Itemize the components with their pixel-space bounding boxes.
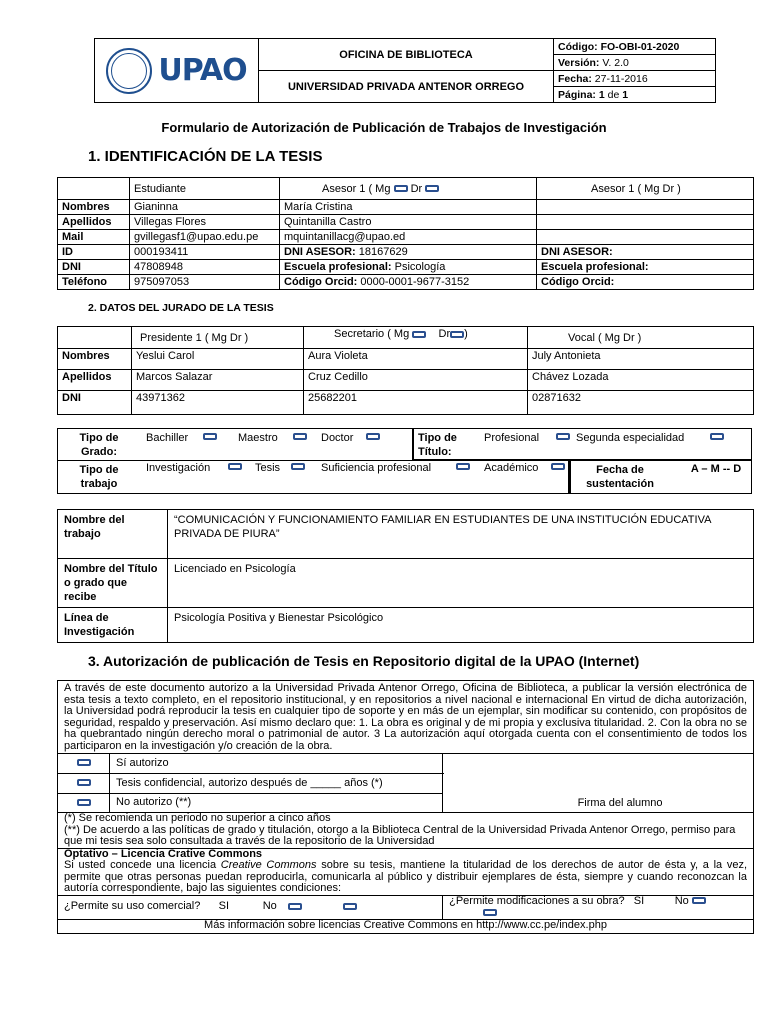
col-asesor1: Asesor 1 ( Mg Dr [280, 178, 537, 200]
doctor-checkbox[interactable] [366, 433, 380, 440]
student-id[interactable]: 000193411 [130, 245, 280, 260]
asesor-dni[interactable]: DNI ASESOR: 18167629 [280, 245, 537, 260]
row-label: DNI [58, 391, 132, 415]
president-lastnames[interactable]: Marcos Salazar [132, 370, 304, 391]
doc-page: Página: 1 de 1 [554, 87, 716, 103]
authorize-no-label: No autorizo (**) [110, 794, 443, 813]
title-type-box [413, 428, 752, 460]
university-seal-icon [106, 48, 152, 94]
commercial-no-checkbox[interactable] [343, 903, 357, 910]
asesor-orcid[interactable]: Código Orcid: 0000-0001-9677-3152 [280, 275, 537, 290]
asesor2-names[interactable] [537, 200, 754, 215]
option-doctor: Doctor [321, 432, 354, 444]
office-name: OFICINA DE BIBLIOTECA [259, 39, 554, 71]
asesor1-mg-checkbox[interactable] [394, 185, 408, 192]
doc-code: Código: FO-OBI-01-2020 [554, 39, 716, 55]
row-label: Nombres [58, 200, 130, 215]
option-academico: Académico [484, 462, 539, 474]
vocal-names[interactable]: July Antonieta [528, 349, 754, 370]
col-asesor2: Asesor 1 ( Mg Dr ) [537, 178, 754, 200]
secretary-dr-checkbox[interactable] [450, 331, 464, 338]
student-phone[interactable]: 975097053 [130, 275, 280, 290]
doc-version: Versión: V. 2.0 [554, 55, 716, 71]
option-profesional: Profesional [484, 432, 540, 444]
row-label: Teléfono [58, 275, 130, 290]
asesor2-lastnames[interactable] [537, 215, 754, 230]
confidential-label: Tesis confidencial, autorizo después de _____ años (*) [110, 774, 443, 794]
degree-type-label: Tipo de Grado: [79, 432, 119, 458]
modification-no-checkbox[interactable] [483, 909, 497, 916]
secretary-lastnames[interactable]: Cruz Cedillo [304, 370, 528, 391]
defense-date-box [569, 460, 752, 494]
student-mail[interactable]: gvillegasf1@upao.edu.pe [130, 230, 280, 245]
option-suficiencia: Suficiencia profesional [321, 462, 432, 474]
work-type-label: Tipo de trabajo [79, 464, 119, 490]
modification-question: ¿Permite modificaciones a su obra? SI No [443, 895, 754, 919]
university-name: UNIVERSIDAD PRIVADA ANTENOR ORREGO [259, 71, 554, 103]
asesor2-mail[interactable] [537, 230, 754, 245]
asesor2-orcid[interactable]: Código Orcid: [537, 275, 754, 290]
asesor2-dni[interactable]: DNI ASESOR: [537, 245, 754, 260]
investigacion-checkbox[interactable] [228, 463, 242, 470]
logo-cell [95, 39, 259, 103]
suficiencia-checkbox[interactable] [456, 463, 470, 470]
research-line-value[interactable]: Psicología Positiva y Bienestar Psicológico [168, 608, 754, 643]
col-vocal: Vocal ( Mg Dr ) [528, 327, 754, 349]
title-type-label: Tipo de Título: [418, 432, 457, 458]
option-bachiller: Bachiller [146, 432, 189, 444]
row-label: Mail [58, 230, 130, 245]
president-dni[interactable]: 43971362 [132, 391, 304, 415]
work-type-box [57, 460, 569, 494]
jury-table [57, 326, 754, 415]
maestro-checkbox[interactable] [293, 433, 307, 440]
asesor-school[interactable]: Escuela profesional: Psicología [280, 260, 537, 275]
col-secretary: Secretario ( Mg Dr ) [304, 327, 528, 349]
asesor2-school[interactable]: Escuela profesional: [537, 260, 754, 275]
opt-no-cell [58, 794, 110, 813]
section2-title: 2. DATOS DEL JURADO DE LA TESIS [88, 302, 274, 314]
option-maestro: Maestro [238, 432, 278, 444]
row-label: Apellidos [58, 370, 132, 391]
opt-conf-cell [58, 774, 110, 794]
defense-date-label: Fecha de sustentación [586, 464, 654, 490]
cc-title: Optativo – Licencia Crative Commons [64, 847, 263, 860]
work-degree-value[interactable]: Licenciado en Psicología [168, 559, 754, 608]
asesor1-dr-checkbox[interactable] [425, 185, 439, 192]
cc-text: Si usted concede una licencia Creative Commons sobre su tesis, mantiene la titularidad de los derechos de autor de ésta y, a la vez, permite que otras personas puedan reproducirla, comunicarla al público y distribuir ejemplares de ésta, siempre y cuando reconozcan la autoría correspondiente, bajo las siguientes condiciones: [64, 859, 747, 894]
authorize-yes-checkbox[interactable] [77, 759, 91, 766]
corner-cell [58, 178, 130, 200]
cc-more-info: Más información sobre licencias Creative Commons en http://www.cc.pe/index.php [58, 919, 754, 933]
commercial-yes-checkbox[interactable] [288, 903, 302, 910]
authorize-yes-label: Sí autorizo [110, 754, 443, 774]
note-1: (*) Se recomienda un periodo no superior a cinco años [64, 812, 331, 824]
doc-date: Fecha: 27-11-2016 [554, 71, 716, 87]
work-name-label: Nombre del trabajo [58, 510, 168, 559]
document-header [94, 38, 716, 103]
degree-type-box [57, 428, 413, 460]
thesis-identification-table [57, 177, 754, 290]
academico-checkbox[interactable] [551, 463, 565, 470]
profesional-checkbox[interactable] [556, 433, 570, 440]
bachiller-checkbox[interactable] [203, 433, 217, 440]
cc-cell [58, 848, 754, 895]
work-info-table [57, 509, 754, 643]
option-investigacion: Investigación [146, 462, 211, 474]
defense-date-value[interactable]: A – M -- D [690, 463, 742, 475]
work-degree-label: Nombre del Título o grado que recibe [58, 559, 168, 608]
section3-title: 3. Autorización de publicación de Tesis en Repositorio digital de la UPAO (Internet) [88, 653, 640, 669]
president-names[interactable]: Yeslui Carol [132, 349, 304, 370]
form-title: Formulario de Autorización de Publicación de Trabajos de Investigación [161, 120, 607, 135]
asesor-mail[interactable]: mquintanillacg@upao.ed [280, 230, 537, 245]
asesor-names[interactable]: María Cristina [280, 200, 537, 215]
section1-title: 1. IDENTIFICACIÓN DE LA TESIS [88, 148, 323, 165]
student-dni[interactable]: 47808948 [130, 260, 280, 275]
authorization-text: A través de este documento autorizo a la Universidad Privada Antenor Orrego, Oficina de Biblioteca, a publicar la versión electrónica de esta tesis a texto completo, en el repositorio institucional, y en repositorios a nivel nacional e internacional En virtud de dicha autorización, la Universidad podrá reproducir la tesis en cualquier tipo de soporte y en más de un ejemplar, sin modificar su contenido, con propósitos de seguridad, respaldo y preservación. Así mismo declaro que: 1. La obra es original y de mi propia y exclusiva titularidad. 2. Con la obra no se ha quebrantado ningún derecho moral o patrimonial de autor. 3 La autorización aquí otorgada cuenta con el consentimiento de todos los participaron en la investigación y/o creación de la obra. [58, 681, 754, 754]
research-line-label: Línea de Investigación [58, 608, 168, 643]
vocal-lastnames[interactable]: Chávez Lozada [528, 370, 754, 391]
authorize-no-checkbox[interactable] [77, 799, 91, 806]
row-label: Nombres [58, 349, 132, 370]
col-student: Estudiante [130, 178, 280, 200]
modification-yes-checkbox[interactable] [692, 897, 706, 904]
secretary-dni[interactable]: 25682201 [304, 391, 528, 415]
opt-yes-cell [58, 754, 110, 774]
notes-cell [58, 813, 754, 849]
asesor-lastnames[interactable]: Quintanilla Castro [280, 215, 537, 230]
publication-authorization-table [57, 680, 754, 934]
student-lastnames[interactable]: Villegas Flores [130, 215, 280, 230]
option-tesis: Tesis [255, 462, 281, 474]
student-names[interactable]: Gianinna [130, 200, 280, 215]
option-segunda-especialidad: Segunda especialidad [576, 432, 685, 444]
secretary-mg-checkbox[interactable] [412, 331, 426, 338]
university-logo: UPAO [158, 53, 247, 88]
row-label: ID [58, 245, 130, 260]
note-2: (**) De acuerdo a las políticas de grado y titulación, otorgo a la Biblioteca Central de la Universidad Privada Antenor Orrego, permiso para que mi tesis sea solo consultada a través de la repositorio de la Universidad [64, 823, 736, 847]
row-label: Apellidos [58, 215, 130, 230]
work-name-value[interactable]: “COMUNICACIÓN Y FUNCIONAMIENTO FAMILIAR EN ESTUDIANTES DE UNA INSTITUCIÓN EDUCATIVA PRIVADA DE PIURA” [168, 510, 754, 559]
row-label: DNI [58, 260, 130, 275]
col-president: Presidente 1 ( Mg Dr ) [132, 327, 304, 349]
commercial-question: ¿Permite su uso comercial? SI No [58, 895, 443, 919]
confidential-checkbox[interactable] [77, 779, 91, 786]
vocal-dni[interactable]: 02871632 [528, 391, 754, 415]
corner-cell [58, 327, 132, 349]
student-signature[interactable]: Firma del alumno [443, 754, 754, 813]
segunda-especialidad-checkbox[interactable] [710, 433, 724, 440]
secretary-names[interactable]: Aura Violeta [304, 349, 528, 370]
tesis-checkbox[interactable] [291, 463, 305, 470]
